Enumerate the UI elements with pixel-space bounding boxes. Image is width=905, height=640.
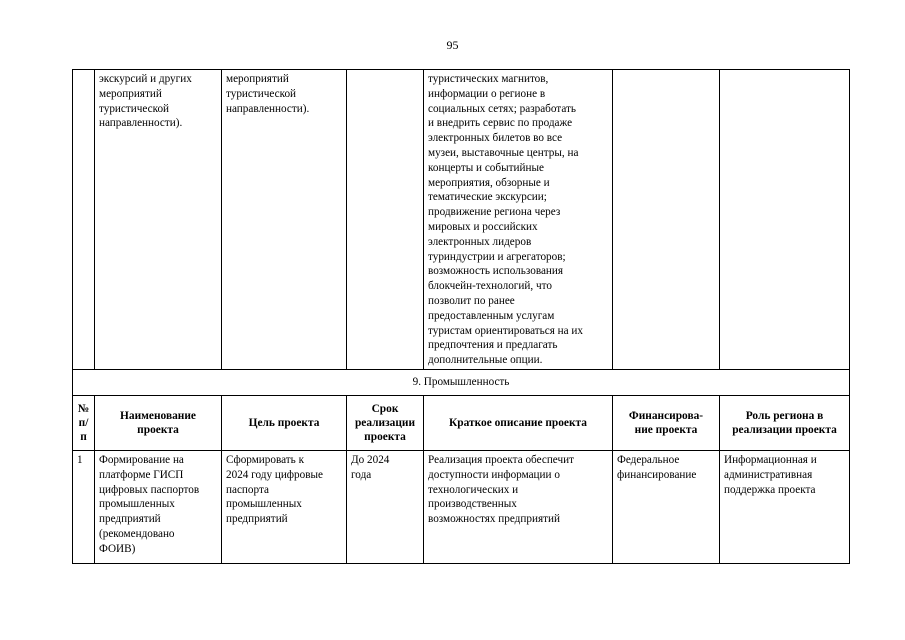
header-name-line: Наименование (120, 409, 196, 422)
header-row (73, 396, 850, 451)
row-description-line: доступности информации о (428, 468, 560, 481)
row-goal-line: предприятий (226, 513, 288, 526)
row-role-line: административная (724, 468, 813, 481)
row-goal-line: паспорта (226, 483, 269, 496)
cont-term-cell (347, 70, 424, 370)
cont-financing-cell (613, 70, 720, 370)
cont-desc-line: туристам ориентироваться на их (428, 324, 583, 337)
cont-goal-line: мероприятий (226, 73, 289, 85)
header-name-line: проекта (137, 424, 179, 436)
row-role-line: поддержка проекта (724, 483, 816, 496)
cont-desc-line: концерты и событийные (428, 161, 544, 174)
header-goal (222, 396, 347, 451)
cont-goal-line: направленности). (226, 102, 310, 115)
header-role (720, 396, 850, 451)
cont-goal-cell (222, 70, 347, 370)
cont-desc-line: дополнительные опции. (428, 354, 543, 367)
cont-desc-line: предоставленным услугам (428, 309, 555, 322)
cont-desc-line: продвижение региона через (428, 206, 561, 219)
row-financing-line: финансирование (617, 468, 697, 481)
cont-desc-line: туриндустрии и агрегаторов; (428, 250, 566, 263)
cont-desc-line: музеи, выставочные центры, на (428, 146, 579, 159)
cont-desc-line: социальных сетях; разработать (428, 102, 576, 115)
row-description-line: возможностях предприятий (428, 513, 560, 526)
row-num-cell: 1 (73, 451, 95, 564)
header-financing (613, 396, 720, 451)
cont-goal-line: туристической (226, 87, 297, 100)
cont-desc-line: электронных билетов во все (428, 132, 563, 145)
cont-desc-line: информации о регионе в (428, 87, 546, 100)
row-name-cell (95, 451, 222, 564)
cont-name-line: экскурсий и других (99, 73, 192, 85)
section-row (73, 370, 850, 396)
header-name (95, 396, 222, 451)
row-term-line: До 2024 (351, 454, 390, 466)
row-term-cell (347, 451, 424, 564)
cont-desc-line: позволит по ранее (428, 294, 515, 307)
row-term-line: года (351, 468, 372, 481)
header-term-line: Срок (371, 402, 399, 415)
row-name-line: цифровых паспортов (99, 483, 200, 496)
row-description-line: производственных (428, 498, 517, 511)
cont-name-line: мероприятий (99, 87, 162, 100)
continuation-row (73, 70, 850, 370)
projects-table (72, 69, 850, 564)
row-financing-line: Федеральное (617, 454, 680, 466)
cont-desc-line: мероприятия, обзорные и (428, 176, 550, 189)
row-role-cell (720, 451, 850, 564)
header-term-line: реализации (354, 416, 416, 429)
cont-desc-line: возможность использования (428, 265, 564, 278)
row-name-line: (рекомендовано (99, 527, 175, 540)
row-goal-line: промышленных (226, 498, 302, 511)
header-num (73, 396, 95, 451)
header-description-line: Краткое описание проекта (449, 416, 587, 429)
section-title: 9. Промышленность (73, 370, 850, 396)
header-goal-line: Цель проекта (248, 416, 320, 429)
header-num-line: № (77, 402, 90, 415)
row-goal-line: 2024 году цифровые (226, 468, 324, 481)
cont-desc-line: предпочтения и предлагать (428, 339, 558, 352)
cont-name-line: туристической (99, 102, 170, 115)
page-number: 95 (446, 38, 459, 52)
row-description-cell (424, 451, 613, 564)
row-financing-cell (613, 451, 720, 564)
row-name-line: платформе ГИСП (99, 468, 184, 481)
cont-desc-line: туристических магнитов, (428, 73, 549, 85)
row-description-line: Реализация проекта обеспечит (428, 454, 574, 466)
row-description-line: технологических и (428, 483, 519, 496)
row-name-line: ФОИВ) (99, 542, 136, 555)
cont-name-cell (95, 70, 222, 370)
header-financing-line: Финансирова- (628, 409, 704, 422)
header-financing-line: ние проекта (634, 424, 698, 436)
row-goal-cell (222, 451, 347, 564)
cont-desc-line: электронных лидеров (428, 235, 532, 248)
cont-name-line: направленности). (99, 117, 183, 130)
row-role-line: Информационная и (724, 454, 817, 466)
cont-description-cell (424, 70, 613, 370)
header-term-line: проекта (364, 431, 406, 444)
row-name-line: промышленных (99, 498, 175, 511)
row-name-line: Формирование на (99, 454, 184, 466)
cont-desc-line: мировых и российских (428, 220, 538, 233)
header-term (347, 396, 424, 451)
header-description (424, 396, 613, 451)
header-num-line: п/ (78, 416, 89, 429)
cont-num-cell (73, 70, 95, 370)
row-name-line: предприятий (99, 513, 161, 526)
row-goal-line: Сформировать к (226, 454, 305, 466)
cont-role-cell (720, 70, 850, 370)
table-row (73, 451, 850, 564)
header-role-line: реализации проекта (732, 424, 837, 436)
cont-desc-line: и внедрить сервис по продаже (428, 117, 573, 130)
header-num-line: п (80, 431, 87, 444)
cont-desc-line: блокчейн-технологий, что (428, 280, 552, 293)
cont-desc-line: тематические экскурсии; (428, 191, 547, 204)
header-role-line: Роль региона в (745, 409, 824, 422)
